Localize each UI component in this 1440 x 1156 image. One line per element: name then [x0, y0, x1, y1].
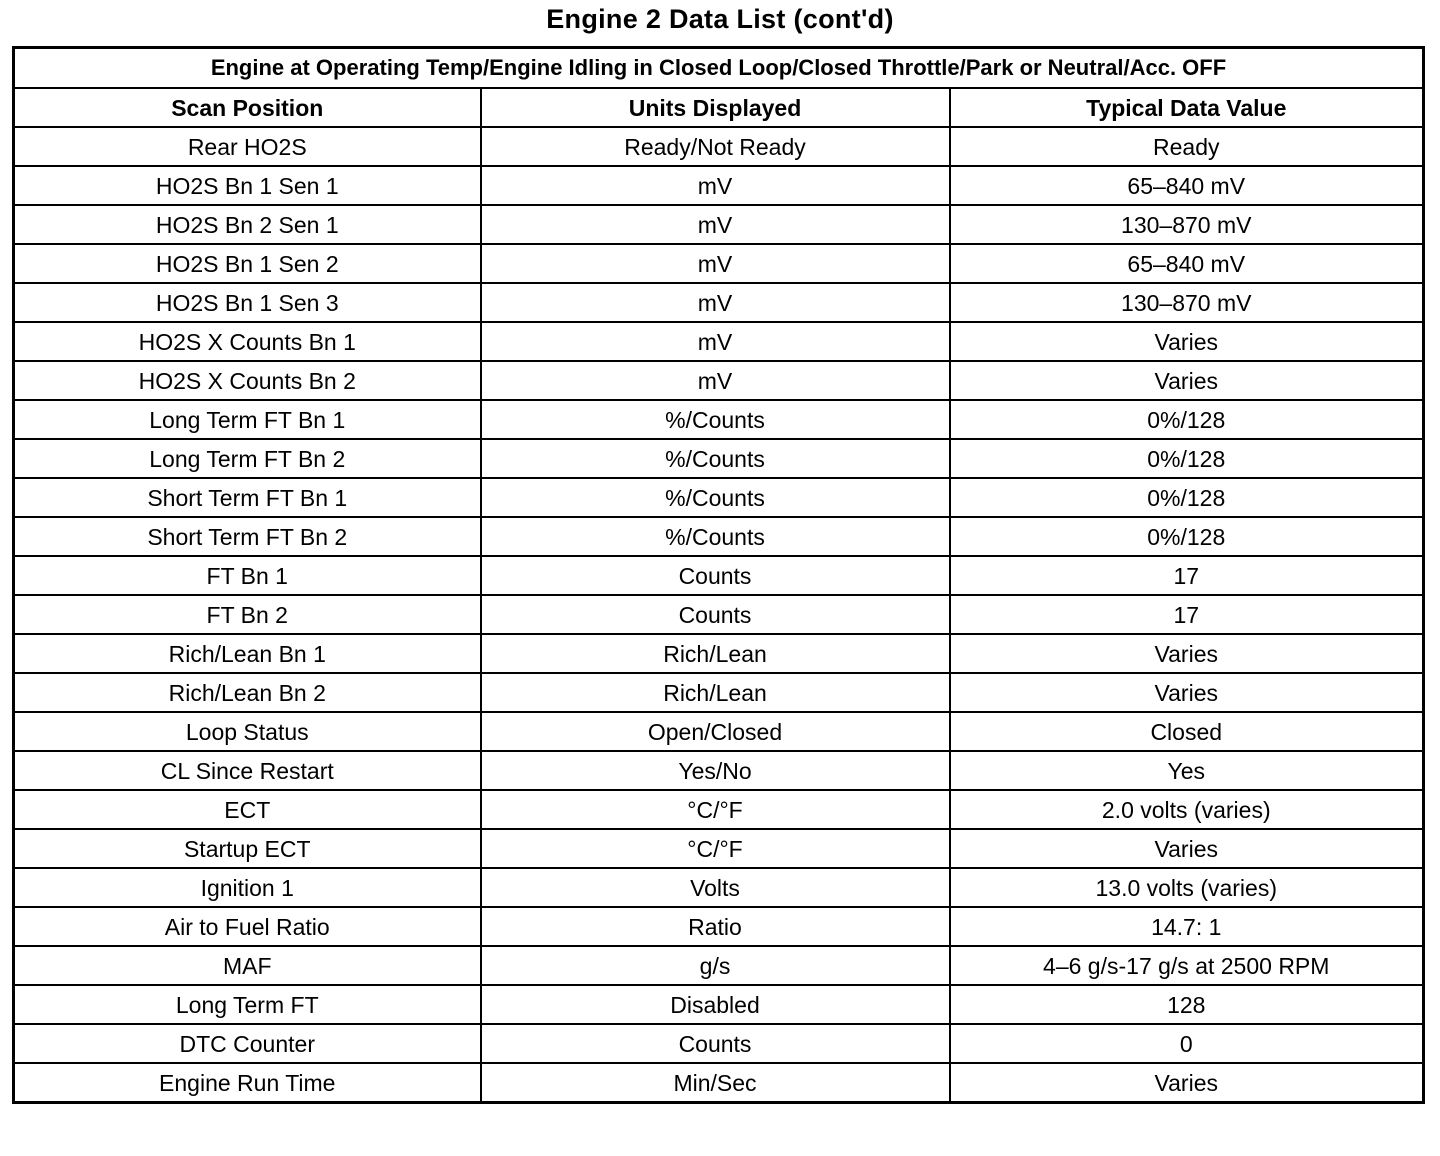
scan-position-cell: ECT	[14, 790, 481, 829]
table-row	[14, 322, 1424, 361]
table-row	[14, 868, 1424, 907]
scan-position-cell: Long Term FT Bn 1	[14, 400, 481, 439]
units-displayed-cell: Yes/No	[481, 751, 950, 790]
typical-data-value-cell: Varies	[950, 829, 1424, 868]
units-displayed-cell: Disabled	[481, 985, 950, 1024]
typical-data-value-cell: 4–6 g/s-17 g/s at 2500 RPM	[950, 946, 1424, 985]
scan-position-cell: Long Term FT Bn 2	[14, 439, 481, 478]
table-row	[14, 829, 1424, 868]
table-row	[14, 439, 1424, 478]
column-header-row	[14, 88, 1424, 127]
typical-data-value-cell: Closed	[950, 712, 1424, 751]
units-displayed-cell: Min/Sec	[481, 1063, 950, 1103]
scan-position-cell: HO2S Bn 2 Sen 1	[14, 205, 481, 244]
scan-position-cell: Rich/Lean Bn 1	[14, 634, 481, 673]
scan-position-cell: HO2S X Counts Bn 1	[14, 322, 481, 361]
units-displayed-cell: Counts	[481, 595, 950, 634]
units-displayed-cell: mV	[481, 361, 950, 400]
scan-position-cell: CL Since Restart	[14, 751, 481, 790]
typical-data-value-cell: 2.0 volts (varies)	[950, 790, 1424, 829]
table-row	[14, 400, 1424, 439]
table-row	[14, 595, 1424, 634]
typical-data-value-cell: Yes	[950, 751, 1424, 790]
units-displayed-cell: °C/°F	[481, 829, 950, 868]
scan-position-cell: Rear HO2S	[14, 127, 481, 166]
table-body	[14, 127, 1424, 1103]
typical-data-value-cell: Varies	[950, 1063, 1424, 1103]
table-row	[14, 556, 1424, 595]
scan-position-cell: HO2S Bn 1 Sen 3	[14, 283, 481, 322]
typical-data-value-cell: 128	[950, 985, 1424, 1024]
operating-condition: Engine at Operating Temp/Engine Idling in Closed Loop/Closed Throttle/Park or Neutral/Acc. OFF	[14, 48, 1424, 89]
units-displayed-cell: mV	[481, 166, 950, 205]
table-row	[14, 127, 1424, 166]
typical-data-value-cell: Varies	[950, 634, 1424, 673]
typical-data-value-cell: 0	[950, 1024, 1424, 1063]
table-row	[14, 712, 1424, 751]
column-header-units-displayed: Units Displayed	[481, 88, 950, 127]
table-row	[14, 985, 1424, 1024]
typical-data-value-cell: 65–840 mV	[950, 166, 1424, 205]
typical-data-value-cell: 0%/128	[950, 439, 1424, 478]
units-displayed-cell: Counts	[481, 1024, 950, 1063]
typical-data-value-cell: 130–870 mV	[950, 205, 1424, 244]
typical-data-value-cell: 65–840 mV	[950, 244, 1424, 283]
typical-data-value-cell: Varies	[950, 673, 1424, 712]
table-row	[14, 673, 1424, 712]
units-displayed-cell: %/Counts	[481, 400, 950, 439]
page-title: Engine 2 Data List (cont'd)	[546, 4, 894, 34]
scan-position-cell: HO2S X Counts Bn 2	[14, 361, 481, 400]
table-row	[14, 205, 1424, 244]
scan-position-cell: Rich/Lean Bn 2	[14, 673, 481, 712]
condition-row	[14, 48, 1424, 89]
table-row	[14, 1024, 1424, 1063]
typical-data-value-cell: 0%/128	[950, 400, 1424, 439]
units-displayed-cell: mV	[481, 244, 950, 283]
table-row	[14, 517, 1424, 556]
table-row	[14, 244, 1424, 283]
units-displayed-cell: Ready/Not Ready	[481, 127, 950, 166]
column-header-typical-data-value: Typical Data Value	[950, 88, 1424, 127]
scan-position-cell: HO2S Bn 1 Sen 2	[14, 244, 481, 283]
scan-position-cell: Startup ECT	[14, 829, 481, 868]
scan-position-cell: Short Term FT Bn 1	[14, 478, 481, 517]
column-header-scan-position: Scan Position	[14, 88, 481, 127]
table-row	[14, 283, 1424, 322]
typical-data-value-cell: Varies	[950, 361, 1424, 400]
table-row	[14, 361, 1424, 400]
typical-data-value-cell: 0%/128	[950, 478, 1424, 517]
typical-data-value-cell: 17	[950, 556, 1424, 595]
units-displayed-cell: mV	[481, 283, 950, 322]
table-row	[14, 907, 1424, 946]
scan-position-cell: MAF	[14, 946, 481, 985]
units-displayed-cell: Volts	[481, 868, 950, 907]
typical-data-value-cell: Ready	[950, 127, 1424, 166]
scan-position-cell: DTC Counter	[14, 1024, 481, 1063]
units-displayed-cell: °C/°F	[481, 790, 950, 829]
scan-position-cell: Air to Fuel Ratio	[14, 907, 481, 946]
typical-data-value-cell: 13.0 volts (varies)	[950, 868, 1424, 907]
scan-position-cell: FT Bn 1	[14, 556, 481, 595]
units-displayed-cell: Counts	[481, 556, 950, 595]
typical-data-value-cell: 14.7: 1	[950, 907, 1424, 946]
units-displayed-cell: %/Counts	[481, 439, 950, 478]
units-displayed-cell: Rich/Lean	[481, 673, 950, 712]
units-displayed-cell: mV	[481, 205, 950, 244]
scan-position-cell: FT Bn 2	[14, 595, 481, 634]
scan-position-cell: Short Term FT Bn 2	[14, 517, 481, 556]
typical-data-value-cell: 130–870 mV	[950, 283, 1424, 322]
typical-data-value-cell: 0%/128	[950, 517, 1424, 556]
table-row	[14, 1063, 1424, 1103]
table-row	[14, 946, 1424, 985]
units-displayed-cell: g/s	[481, 946, 950, 985]
engine-data-table	[12, 46, 1425, 1104]
table-row	[14, 634, 1424, 673]
table-row	[14, 790, 1424, 829]
table-row	[14, 478, 1424, 517]
units-displayed-cell: mV	[481, 322, 950, 361]
scan-position-cell: Loop Status	[14, 712, 481, 751]
typical-data-value-cell: 17	[950, 595, 1424, 634]
scan-position-cell: Engine Run Time	[14, 1063, 481, 1103]
units-displayed-cell: Ratio	[481, 907, 950, 946]
units-displayed-cell: Rich/Lean	[481, 634, 950, 673]
table-row	[14, 751, 1424, 790]
units-displayed-cell: %/Counts	[481, 478, 950, 517]
table-row	[14, 166, 1424, 205]
scan-position-cell: Long Term FT	[14, 985, 481, 1024]
scan-position-cell: Ignition 1	[14, 868, 481, 907]
units-displayed-cell: Open/Closed	[481, 712, 950, 751]
scan-position-cell: HO2S Bn 1 Sen 1	[14, 166, 481, 205]
units-displayed-cell: %/Counts	[481, 517, 950, 556]
typical-data-value-cell: Varies	[950, 322, 1424, 361]
